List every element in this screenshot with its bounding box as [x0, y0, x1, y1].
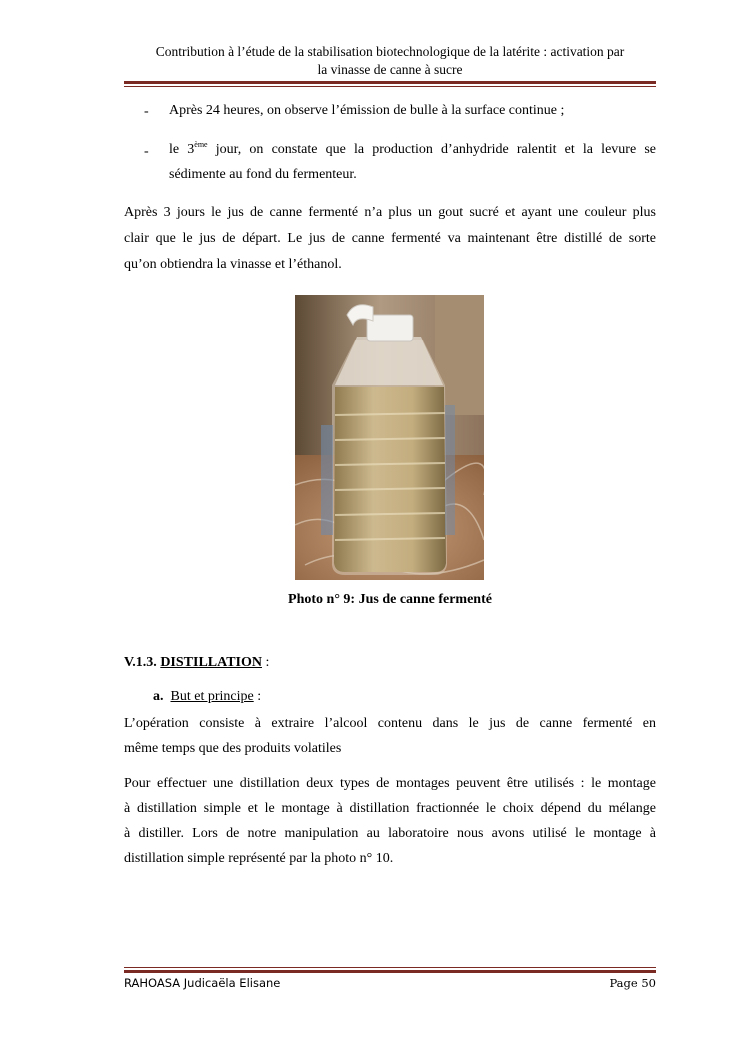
paragraph-3-line-3: à distiller. Lors de notre manipulation au laboratoire nous avons utilisé le montage à	[124, 826, 656, 841]
paragraph-2	[124, 711, 656, 761]
footer-rule-thick	[124, 970, 656, 973]
section-colon: :	[261, 655, 270, 670]
subsection-colon: :	[253, 689, 262, 704]
header-line-1: Contribution à l’étude de la stabilisation biotechnologique de la latérite : activation par	[155, 44, 625, 59]
paragraph-3-line-2: à distillation simple et le montage à distillation fractionnée le choix dépend du mélange	[124, 801, 656, 816]
paragraph-2-line-1: L’opération consiste à extraire l’alcool contenu dans le jus de canne fermenté en	[124, 716, 656, 731]
paragraph-3-line-4: distillation simple représenté par la photo n° 10.	[124, 851, 394, 866]
subsection-title: But et principe	[170, 689, 254, 704]
page-header	[124, 43, 656, 79]
header-rule-thin	[124, 86, 656, 87]
bottle-photo-illustration	[295, 295, 484, 580]
section-number: V.1.3.	[124, 655, 161, 670]
header-rule-thick	[124, 81, 656, 84]
subsection-letter: a.	[153, 689, 164, 704]
bullet-text-2-line-2: sédimente au fond du fermenteur.	[169, 167, 357, 182]
header-line-2: la vinasse de canne à sucre	[317, 62, 463, 77]
paragraph-3	[124, 771, 656, 871]
photo-fermented-cane-juice	[295, 295, 484, 580]
paragraph-1-line-3: qu’on obtiendra la vinasse et l’éthanol.	[124, 257, 342, 272]
paragraph-1	[124, 200, 656, 278]
footer-author: RAHOASA Judicaëla Elisane	[124, 976, 281, 990]
superscript-eme: ème	[194, 140, 208, 149]
bullet-text-2a: le 3	[169, 142, 195, 157]
bullet-text-1: Après 24 heures, on observe l’émission de bulle à la surface continue ;	[169, 103, 565, 118]
bullet-dash-1: -	[144, 104, 149, 119]
bullet-dash-2: -	[144, 144, 149, 159]
section-heading	[124, 655, 269, 671]
paragraph-1-line-2: clair que le jus de départ. Le jus de canne fermenté va maintenant être distillé de sorte	[124, 231, 656, 246]
photo-caption: Photo n° 9: Jus de canne fermenté	[288, 592, 492, 607]
footer-page-number: Page 50	[609, 976, 656, 990]
section-title: DISTILLATION	[160, 655, 262, 670]
subsection-heading	[153, 689, 261, 705]
bullet-text-2-line-1	[169, 137, 656, 163]
bullet-text-2b: jour, on constate que la production d’anhydride ralentit et la levure se	[207, 142, 656, 157]
paragraph-1-line-1: Après 3 jours le jus de canne fermenté n’a plus un gout sucré et ayant une couleur plus	[124, 205, 656, 220]
paragraph-3-line-1: Pour effectuer une distillation deux types de montages peuvent être utilisés : le montage	[124, 776, 656, 791]
paragraph-2-line-2: même temps que des produits volatiles	[124, 741, 342, 756]
footer-rule-thin	[124, 967, 656, 968]
